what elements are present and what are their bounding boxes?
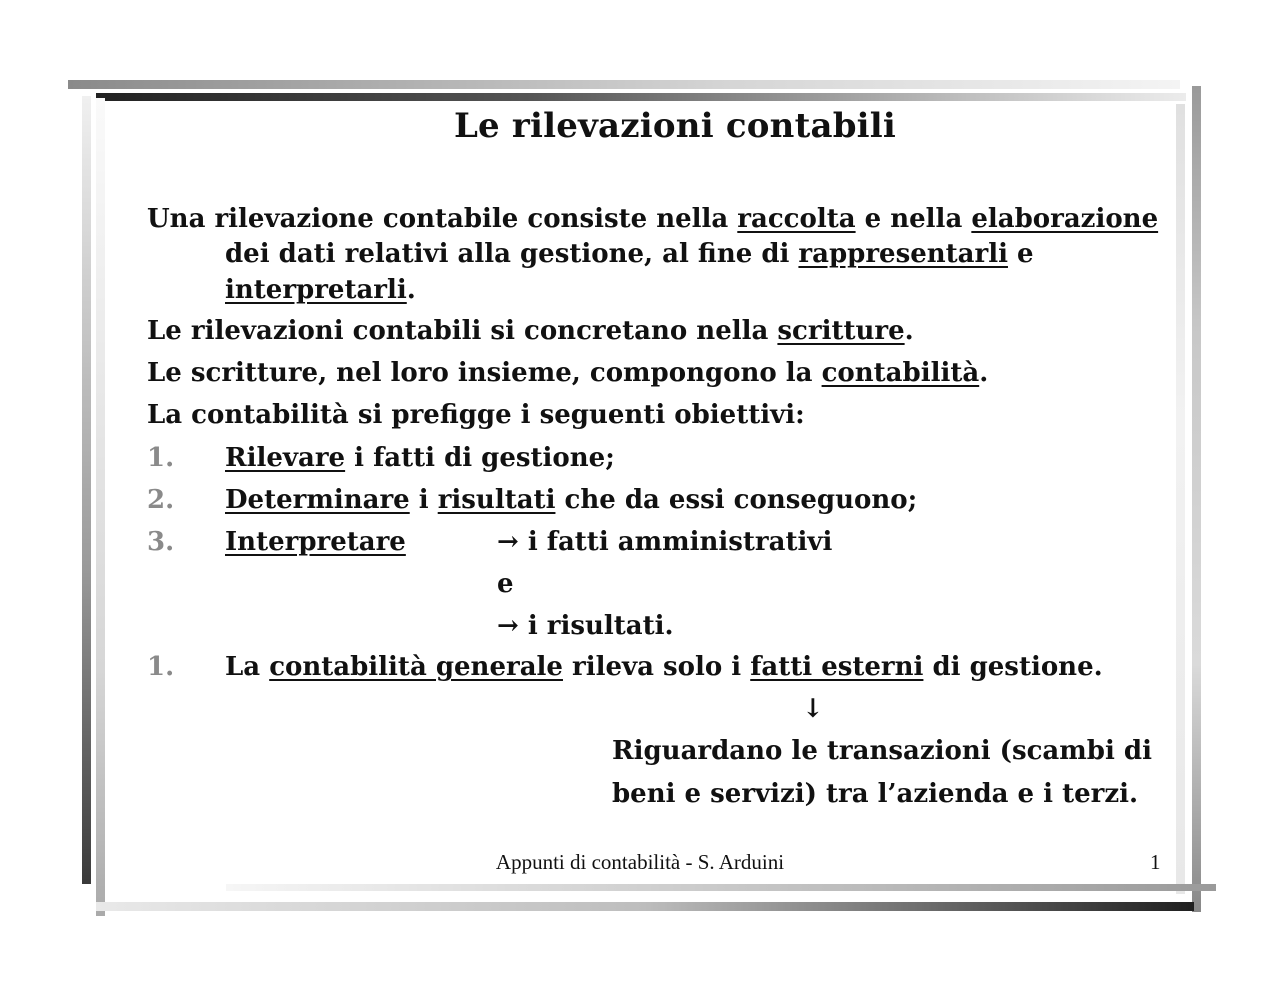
intro-text: e [1007,239,1034,269]
intro-text: Una rilevazione contabile consiste nella [147,204,738,234]
term-rappresentarli: rappresentarli [798,239,1008,269]
frame-right-outer [1192,86,1201,912]
list-number: 3. [147,527,175,557]
term-rilevare: Rilevare [225,443,346,473]
frame-top-inner [96,93,1186,101]
body-text: La [225,652,270,682]
list-item-text: che da essi conseguono; [555,485,918,515]
line-contabilita-generale [225,652,1103,682]
body-text: . [904,316,914,346]
list-number: 2. [147,485,175,515]
note-line-2: beni e servizi) tra l’azienda e i terzi. [612,779,1139,809]
body-text: rileva solo i [562,652,751,682]
intro-line-1 [147,204,1158,234]
intro-text: e nella [855,204,972,234]
list-item-text: i [409,485,438,515]
page-title: Le rilevazioni contabili [453,106,897,146]
body-text: . [979,358,989,388]
list-item [225,443,615,473]
term-determinare: Determinare [225,485,410,515]
frame-bottom-outer [96,902,1194,911]
body-text: Le scritture, nel loro insieme, compongono la [147,358,822,388]
frame-left-outer [82,96,91,884]
arrow-risultati: → i risultati. [497,611,674,641]
note-line-1: Riguardano le transazioni (scambi di [612,736,1152,766]
down-arrow-icon: ↓ [802,694,824,724]
arrow-fatti-amministrativi: → i fatti amministrativi [497,527,833,557]
line-contabilita [147,358,988,388]
line-scritture [147,316,914,346]
body-text: di gestione. [923,652,1103,682]
list-item-text: i fatti di gestione; [345,443,615,473]
intro-text: . [406,275,416,305]
term-raccolta: raccolta [737,204,856,234]
page-number: 1 [1150,850,1161,874]
frame-top-outer [68,80,1180,89]
term-contabilita-generale: contabilità generale [269,652,563,682]
frame-right-inner [1176,104,1185,894]
intro-line-2 [225,239,1034,269]
frame-bottom-inner [226,884,1216,891]
term-fatti-esterni: fatti esterni [750,652,924,682]
term-risultati: risultati [437,485,556,515]
list-number: 1. [147,652,175,682]
list-number: 1. [147,443,175,473]
body-text: Le rilevazioni contabili si concretano nella [147,316,778,346]
term-scritture: scritture [777,316,905,346]
term-interpretarli: interpretarli [225,275,407,305]
intro-line-3 [225,275,416,305]
term-interpretare: Interpretare [225,527,406,557]
list-item [225,527,406,557]
footer-text: Appunti di contabilità - S. Arduini [495,850,785,874]
conjunction-e: e [497,569,514,599]
frame-left-inner [96,98,105,916]
line-obiettivi: La contabilità si prefigge i seguenti obiettivi: [147,400,805,430]
intro-text: dei dati relativi alla gestione, al fine di [225,239,799,269]
list-item [225,485,917,515]
term-elaborazione: elaborazione [971,204,1159,234]
term-contabilita: contabilità [821,358,980,388]
